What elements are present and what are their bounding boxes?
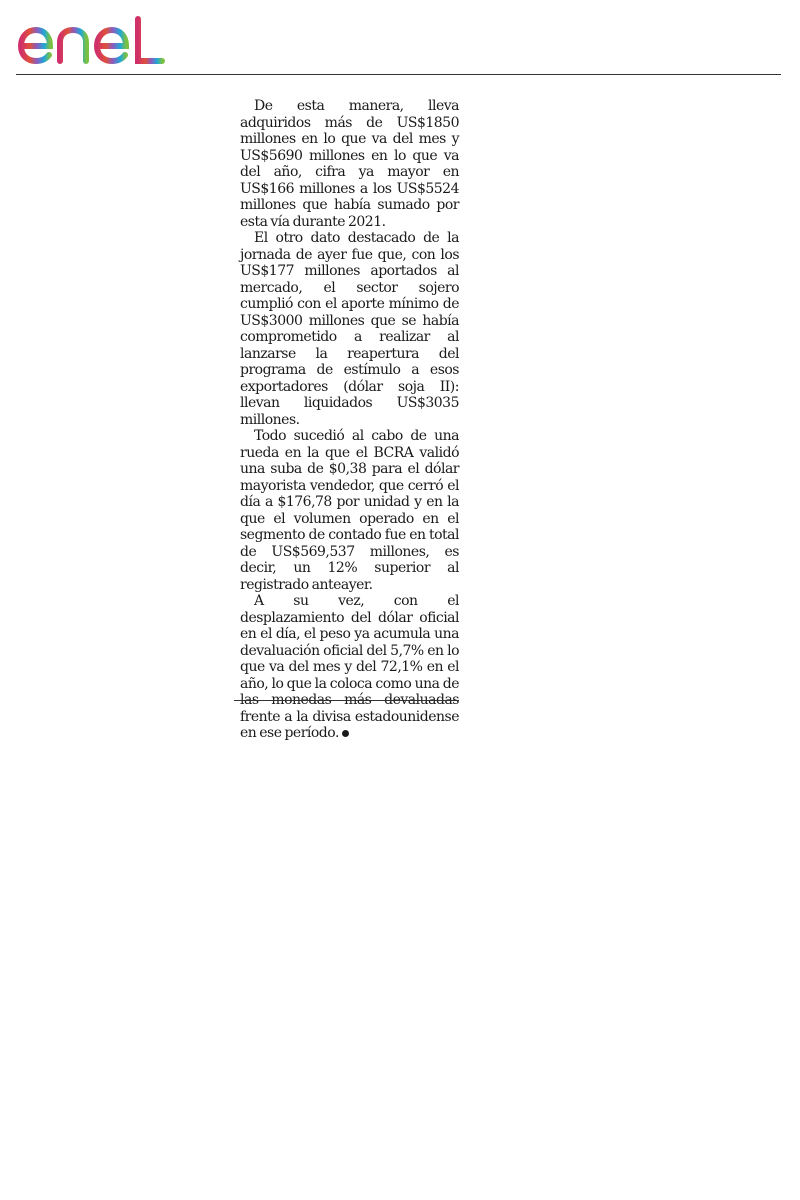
page-header	[0, 0, 800, 76]
article-paragraph-4-text: A su vez, con el desplazamiento del dólar oficial en el día, el peso ya acumula una devaluación oficial del 5,7% en lo que va del mes y del 72,1% en el año, lo que la coloca como una de las monedas más devaluadas frente a la divisa estadounidense en ese período.	[240, 593, 459, 741]
enel-logo	[16, 14, 172, 68]
article-paragraph-3: Todo sucedió al cabo de una rueda en la que el BCRA validó una suba de $0,38 para el dólar mayorista vendedor, que cerró el día a $176,78 por unidad y en la que el volumen operado en el segmento de contado fue en total de US$569,537 millones, es decir, un 12% superior al registrado anteayer.	[240, 428, 459, 593]
article-paragraph-2: El otro dato destacado de la jornada de ayer fue que, con los US$177 millones aportados al mercado, el sector sojero cumplió con el aporte mínimo de US$3000 millones que se había comprometido a realizar al lanzarse la reapertura del programa de estímulo a esos exportadores (dólar soja II): llevan liquidados US$3035 millones.	[240, 230, 459, 428]
article-paragraph-1: De esta manera, lleva adquiridos más de US$1850 millones en lo que va del mes y US$5690 millones en lo que va del año, cifra ya mayor en US$166 millones a los US$5524 millones que había sumado por esta vía durante 2021.	[240, 98, 459, 230]
header-divider	[16, 74, 781, 75]
article-paragraph-4	[240, 593, 459, 742]
article-column	[240, 98, 459, 742]
article-end-divider	[234, 700, 459, 701]
end-of-article-bullet-icon	[342, 730, 349, 737]
